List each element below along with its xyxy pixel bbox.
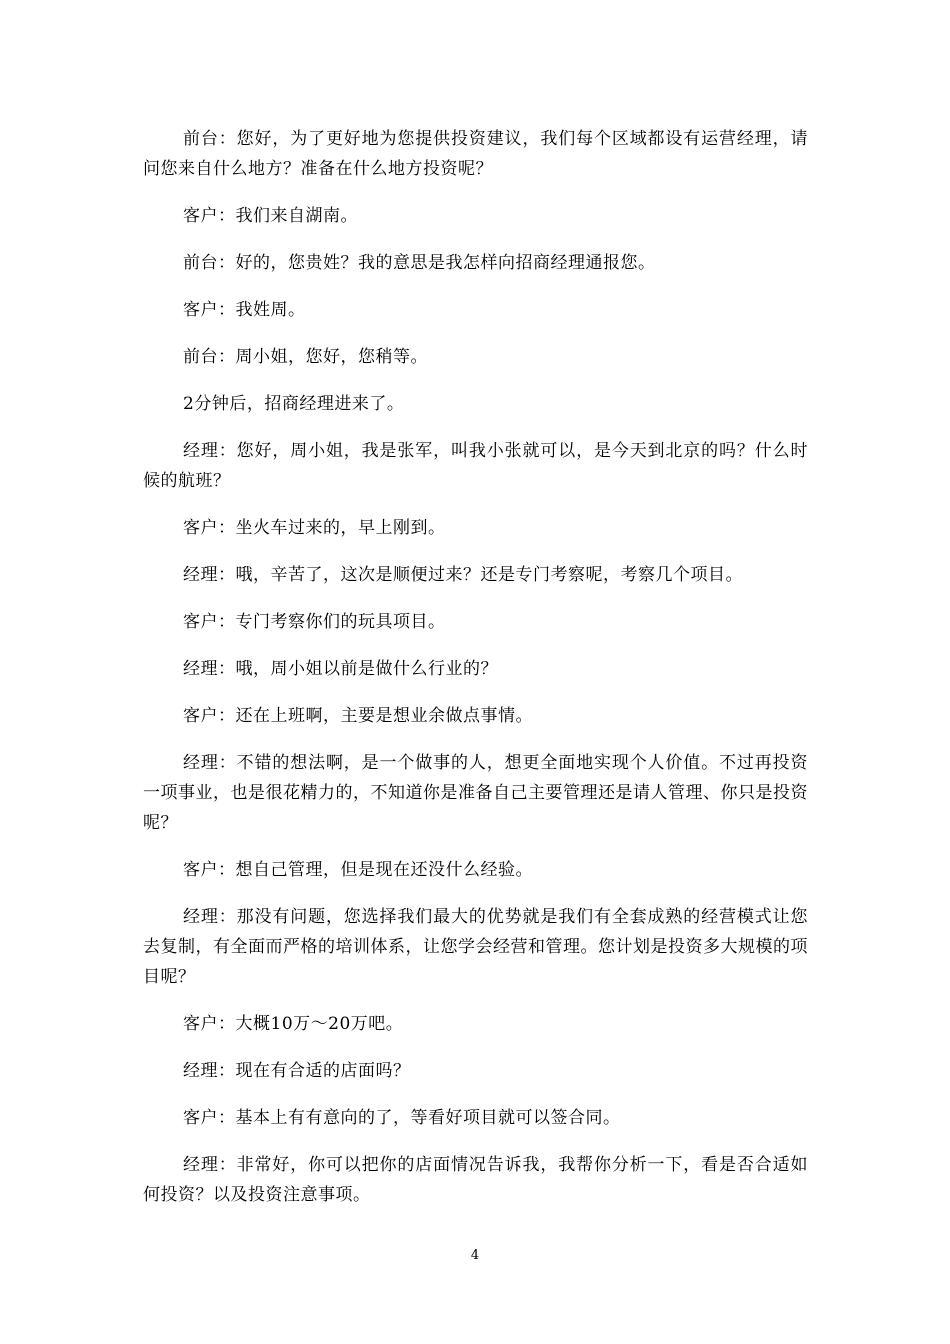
paragraph: 客户：基本上有有意向的了，等看好项目就可以签合同。 [183,1108,621,1128]
paragraph: 前台：好的，您贵姓？我的意思是我怎样向招商经理通报您。 [183,253,656,273]
paragraph: 前台：周小姐，您好，您稍等。 [183,347,428,367]
paragraph: 经理：哦，周小姐以前是做什么行业的？ [183,659,498,679]
dialogue-body [143,124,808,1227]
paragraph: 2分钟后，招商经理进来了。 [183,394,405,414]
paragraph: 客户：大概10万～20万吧。 [183,1014,404,1034]
page-number: 4 [470,1248,480,1263]
paragraph: 经理：那没有问题，您选择我们最大的优势就是我们有全套成熟的经营模式让您去复制，有全面而严格的培训体系，让您学会经营和管理。您计划是投资多大规模的项目呢？ [143,907,808,987]
paragraph: 前台：您好，为了更好地为您提供投资建议，我们每个区域都设有运营经理，请问您来自什么地方？准备在什么地方投资呢？ [143,129,808,179]
paragraph: 客户：专门考察你们的玩具项目。 [183,612,446,632]
paragraph: 客户：想自己管理，但是现在还没什么经验。 [183,860,533,880]
paragraph: 经理：哦，辛苦了，这次是顺便过来？还是专门考察呢，考察几个项目。 [183,565,743,585]
paragraph: 经理：非常好，你可以把你的店面情况告诉我，我帮你分析一下，看是否合适如何投资？以及投资注意事项。 [143,1155,808,1205]
paragraph: 经理：您好，周小姐，我是张军，叫我小张就可以，是今天到北京的吗？什么时候的航班？ [143,441,808,491]
paragraph: 客户：我姓周。 [183,300,306,320]
paragraph: 客户：我们来自湖南。 [183,206,358,226]
paragraph: 经理：现在有合适的店面吗？ [183,1061,411,1081]
paragraph: 经理：不错的想法啊，是一个做事的人，想更全面地实现个人价值。不过再投资一项事业，也是很花精力的，不知道你是准备自己主要管理还是请人管理、你只是投资呢？ [143,753,808,833]
paragraph: 客户：还在上班啊，主要是想业余做点事情。 [183,706,533,726]
paragraph: 客户：坐火车过来的，早上刚到。 [183,518,446,538]
